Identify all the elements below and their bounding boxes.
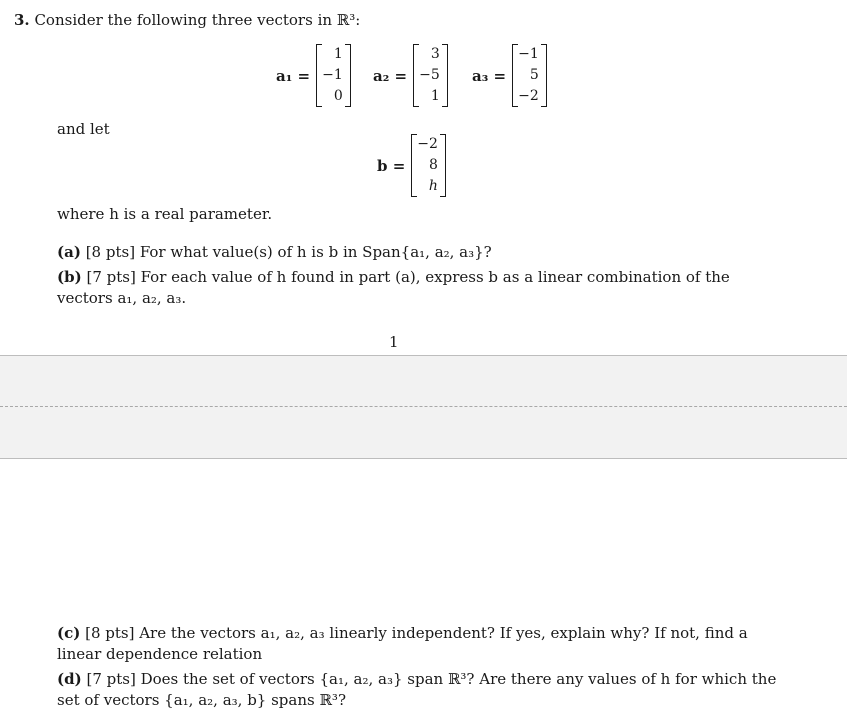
vector-a3 bbox=[472, 44, 547, 107]
vector-a2-entry: 1 bbox=[430, 88, 440, 104]
vector-a1-entry: −1 bbox=[322, 67, 343, 83]
part-c-label: (c) bbox=[57, 624, 81, 642]
part-b-label: (b) bbox=[57, 268, 82, 286]
problem-space: ℝ³: bbox=[336, 11, 361, 29]
vector-a2-entry: −5 bbox=[419, 67, 440, 83]
vector-b-label: b = bbox=[377, 156, 406, 175]
part-a bbox=[57, 242, 777, 263]
vector-a3-entry: 5 bbox=[529, 67, 539, 83]
problem-header bbox=[14, 11, 360, 29]
part-c bbox=[57, 623, 777, 665]
part-c-text: [8 pts] Are the vectors a₁, a₂, a₃ linearly independent? If yes, explain why? If not, find a linear dependence relation bbox=[57, 624, 748, 663]
vector-a2-entry: 3 bbox=[430, 46, 440, 62]
problem-number: 3. bbox=[14, 11, 30, 29]
vector-a3-matrix bbox=[512, 44, 547, 107]
part-b-text: [7 pts] For each value of h found in part (a), express b as a linear combination of the vectors a₁, a₂, a₃. bbox=[57, 268, 730, 307]
vector-a1-entry: 1 bbox=[333, 46, 343, 62]
vector-a3-label: a₃ = bbox=[472, 66, 507, 85]
vector-b-matrix bbox=[411, 134, 446, 197]
vector-b bbox=[377, 134, 446, 197]
page-number: 1 bbox=[389, 333, 399, 351]
page-break-band bbox=[0, 355, 847, 459]
vector-a2-matrix bbox=[413, 44, 448, 107]
vector-a2-label: a₂ = bbox=[373, 66, 408, 85]
vector-a1-matrix bbox=[316, 44, 351, 107]
vector-a3-entry: −1 bbox=[518, 46, 539, 62]
vector-a1-entry: 0 bbox=[333, 88, 343, 104]
part-b bbox=[57, 267, 777, 309]
page-break-divider bbox=[0, 406, 847, 407]
vector-a2 bbox=[373, 44, 448, 107]
vector-a3-entry: −2 bbox=[518, 88, 539, 104]
vector-a1-label: a₁ = bbox=[276, 66, 311, 85]
part-a-label: (a) bbox=[57, 243, 81, 261]
and-let-text: and let bbox=[57, 120, 110, 138]
part-a-text: [8 pts] For what value(s) of h is b in Span{a₁, a₂, a₃}? bbox=[85, 243, 492, 261]
vector-b-entry: −2 bbox=[417, 136, 438, 152]
vector-a1 bbox=[276, 44, 351, 107]
part-d-text: [7 pts] Does the set of vectors {a₁, a₂, a₃} span ℝ³? Are there any values of h for which the set of vectors {a₁, a₂, a₃, b} spans ℝ³? bbox=[57, 670, 777, 709]
vector-b-entry: h bbox=[428, 178, 438, 194]
where-text: where h is a real parameter. bbox=[57, 205, 273, 223]
vector-b-entry: 8 bbox=[429, 157, 438, 173]
part-d bbox=[57, 669, 777, 711]
part-d-label: (d) bbox=[57, 670, 82, 688]
problem-intro: Consider the following three vectors in bbox=[34, 11, 337, 29]
